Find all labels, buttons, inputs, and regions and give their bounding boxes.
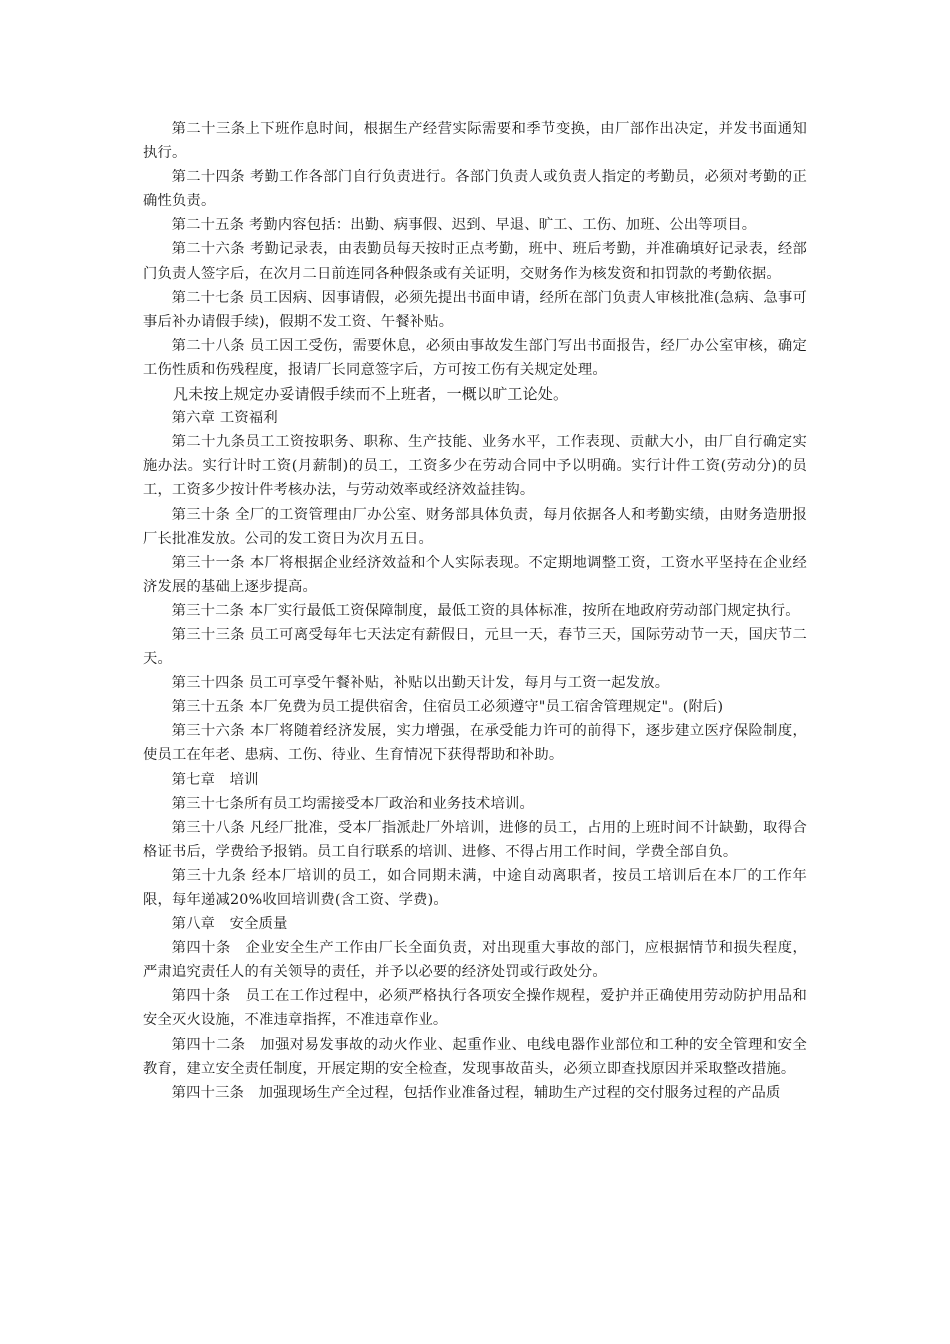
article-25: 第二十五条 考勤内容包括：出勤、病事假、迟到、早退、旷工、工伤、加班、公出等项目。 [171, 217, 757, 234]
article-40: 第四十条 企业安全生产工作由厂长全面负责，对出现重大事故的部门，应根据情节和损失程度，严肃追究责任人的有关领导的责任，并予以必要的经济处罚或行政处分。 [143, 940, 807, 981]
article-36: 第三十六条 本厂将随着经济发展，实力增强，在承受能力许可的前得下，逐步建立医疗保险制度，使员工在年老、患病、工伤、待业、生育情况下获得帮助和补助。 [143, 723, 807, 764]
article-23: 第二十三条上下班作息时间，根据生产经营实际需要和季节变换，由厂部作出决定，并发书面通知执行。 [143, 121, 807, 162]
article-34: 第三十四条 员工可享受午餐补贴，补贴以出勤天计发，每月与工资一起发放。 [171, 675, 670, 692]
article-37: 第三十七条所有员工均需接受本厂政治和业务技术培训。 [171, 795, 535, 812]
chapter-6-heading: 第六章 工资福利 [171, 410, 278, 427]
article-38: 第三十八条 凡经厂批准，受本厂指派赴厂外培训，进修的员工，占用的上班时间不计缺勤，取得合格证书后，学费给予报销。员工自行联系的培训、进修、不得占用工作时间，学费全部自负。 [143, 819, 807, 860]
chapter-8-heading: 第八章 安全质量 [171, 916, 288, 933]
document-page [143, 117, 807, 1105]
article-28: 第二十八条 员工因工受伤，需要休息，必须由事故发生部门写出书面报告，经厂办公室审核，确定工伤性质和伤残程度，报请厂长同意签字后，方可按工伤有关规定处理。 [143, 337, 807, 378]
article-26: 第二十六条 考勤记录表，由表勤员每天按时正点考勤，班中、班后考勤，并准确填好记录表，经部门负责人签字后，在次月二日前连同各种假条或有关证明，交财务作为核发资和扣罚款的考勤依据。 [143, 241, 807, 282]
article-29: 第二十九条员工工资按职务、职称、生产技能、业务水平，工作表现、贡献大小，由厂自行确定实施办法。实行计时工资(月薪制)的员工，工资多少在劳动合同中予以明确。实行计件工资(劳动分)的员工，工资多少按计件考核办法，与劳动效率或经济效益挂钩。 [143, 434, 807, 499]
article-32: 第三十二条 本厂实行最低工资保障制度，最低工资的具体标准，按所在地政府劳动部门规定执行。 [171, 602, 800, 619]
article-39: 第三十九条 经本厂培训的员工，如合同期未满，中途自动离职者，按员工培训后在本厂的工作年限，每年递减20%收回培训费(含工资、学费)。 [143, 867, 807, 908]
absence-note: 凡未按上规定办妥请假手续而不上班者，一概以旷工论处。 [173, 385, 569, 404]
article-30: 第三十条 全厂的工资管理由厂办公室、财务部具体负责，每月依据各人和考勤实绩，由财务造册报厂长批准发放。公司的发工资日为次月五日。 [143, 506, 807, 547]
article-24: 第二十四条 考勤工作各部门自行负责进行。各部门负责人或负责人指定的考勤员，必须对考勤的正确性负责。 [143, 169, 807, 210]
article-27: 第二十七条 员工因病、因事请假，必须先提出书面申请，经所在部门负责人审核批准(急病、急事可事后补办请假手续)，假期不发工资、午餐补贴。 [143, 289, 807, 330]
article-42: 第四十二条 加强对易发事故的动火作业、起重作业、电线电器作业部位和工种的安全管理和安全教育，建立安全责任制度，开展定期的安全检查，发现事故苗头，必须立即查找原因并采取整改措施。 [143, 1036, 807, 1077]
article-35: 第三十五条 本厂免费为员工提供宿舍，住宿员工必须遵守"员工宿舍管理规定"。(附后) [171, 699, 724, 716]
article-41: 第四十条 员工在工作过程中，必须严格执行各项安全操作规程，爱护并正确使用劳动防护用品和安全灭火设施，不准违章指挥，不准违章作业。 [143, 988, 807, 1029]
article-31: 第三十一条 本厂将根据企业经济效益和个人实际表现。不定期地调整工资，工资水平坚持在企业经济发展的基础上逐步提高。 [143, 554, 807, 595]
article-33: 第三十三条 员工可离受每年七天法定有薪假日，元旦一天，春节三天，国际劳动节一天，国庆节二天。 [143, 626, 807, 668]
article-43: 第四十三条 加强现场生产全过程，包括作业准备过程，辅助生产过程的交付服务过程的产品质 [171, 1084, 781, 1101]
chapter-7-heading: 第七章 培训 [171, 771, 259, 788]
